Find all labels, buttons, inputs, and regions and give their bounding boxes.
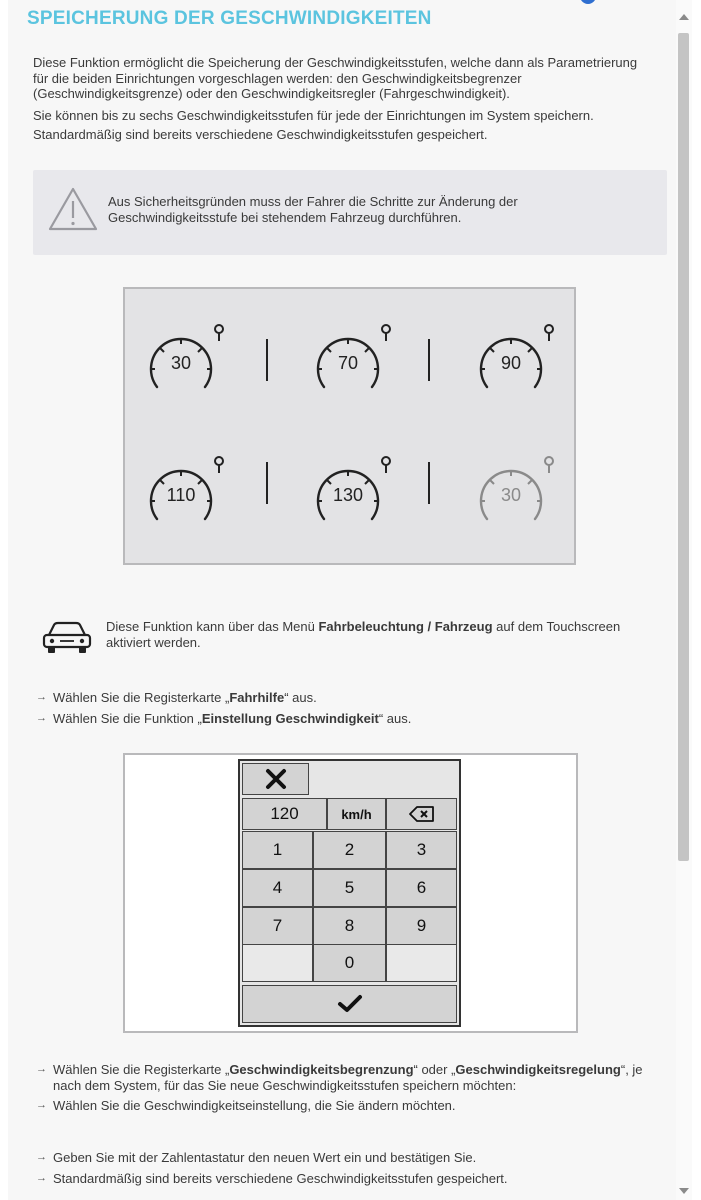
step-text: Wählen Sie die Geschwindigkeitseinstellung, die Sie ändern möchten. bbox=[53, 1098, 456, 1113]
keypad-key[interactable]: 6 bbox=[386, 869, 457, 907]
speed-preset-gauge bbox=[310, 319, 400, 399]
speed-preset-value: 30 bbox=[500, 485, 522, 505]
separator bbox=[428, 339, 430, 381]
keypad-key[interactable]: 5 bbox=[313, 869, 386, 907]
scroll-up-icon[interactable] bbox=[679, 14, 689, 20]
intro-paragraph-3: Standardmäßig sind bereits verschiedene Geschwindigkeitsstufen gespeichert. bbox=[33, 127, 488, 142]
speed-preset-value: 130 bbox=[332, 485, 364, 505]
empty-key bbox=[242, 944, 313, 982]
step-term: Fahrhilfe bbox=[229, 690, 285, 705]
speed-preset-value: 110 bbox=[166, 485, 196, 505]
step-term: Einstellung Geschwindigkeit bbox=[201, 710, 379, 726]
arrow-right-icon: → bbox=[36, 691, 47, 703]
step-text: Geben Sie mit der Zahlentastatur den neuen Wert ein und bestätigen Sie. bbox=[53, 1150, 477, 1165]
separator bbox=[428, 462, 430, 504]
info-text bbox=[106, 619, 666, 650]
steps-list-c bbox=[36, 1150, 661, 1191]
confirm-button[interactable] bbox=[242, 985, 457, 1023]
scrollbar-thumb[interactable] bbox=[678, 33, 689, 861]
top-status-icons bbox=[578, 0, 638, 6]
keypad-key[interactable]: 3 bbox=[386, 831, 457, 869]
speed-preset-value: 70 bbox=[337, 353, 359, 373]
step-item bbox=[36, 1150, 661, 1166]
step-item bbox=[36, 690, 661, 706]
keypad-key[interactable]: 0 bbox=[313, 944, 386, 982]
arrow-right-icon: → bbox=[36, 1171, 47, 1184]
speed-value-display: 120 bbox=[242, 798, 327, 830]
info-text-part: auf dem Touchscreen aktiviert werden. bbox=[106, 619, 621, 650]
warning-text: Aus Sicherheitsgründen muss der Fahrer die Schritte zur Änderung der Geschwindigkeitsstufe bei stehendem Fahrzeug durchführen. bbox=[108, 194, 518, 225]
step-term: Geschwindigkeitsregelung bbox=[455, 1062, 621, 1077]
keypad-key[interactable]: 9 bbox=[386, 907, 457, 945]
document-page bbox=[8, 0, 676, 1200]
separator bbox=[266, 462, 268, 504]
steps-list-a bbox=[36, 690, 661, 731]
step-text: Wählen Sie die Registerkarte „ bbox=[53, 1062, 230, 1077]
backspace-icon bbox=[409, 806, 435, 822]
arrow-right-icon: → bbox=[36, 1099, 47, 1111]
checkmark-icon bbox=[337, 994, 363, 1014]
step-text: Wählen Sie die Registerkarte „ bbox=[53, 690, 230, 705]
keypad-key[interactable]: 4 bbox=[242, 869, 313, 907]
step-text: “ aus. bbox=[378, 710, 412, 726]
unit-label: km/h bbox=[327, 798, 386, 830]
speed-preset-value: 30 bbox=[170, 353, 192, 373]
arrow-right-icon: → bbox=[36, 1151, 47, 1163]
vertical-scrollbar[interactable] bbox=[676, 0, 692, 1200]
arrow-right-icon: → bbox=[36, 1063, 47, 1075]
info-menu-name: Fahrbeleuchtung / Fahrzeug bbox=[318, 619, 493, 634]
speed-preset-gauge bbox=[143, 319, 233, 399]
step-text: “ oder „ bbox=[413, 1062, 456, 1077]
step-item bbox=[36, 1062, 661, 1093]
separator bbox=[266, 339, 268, 381]
keypad-figure bbox=[123, 753, 578, 1033]
info-text-part: Diese Funktion kann über das Menü bbox=[106, 619, 319, 634]
keypad-key[interactable]: 7 bbox=[242, 907, 313, 945]
backspace-button[interactable] bbox=[386, 798, 457, 830]
speed-preset-gauge bbox=[310, 451, 400, 531]
step-text: “, je nach dem System, für das Sie neue Geschwindigkeitsstufen speichern möchten: bbox=[53, 1062, 643, 1093]
speed-preset-value: 90 bbox=[500, 353, 522, 373]
scroll-down-icon[interactable] bbox=[679, 1188, 689, 1194]
speed-preset-gauge bbox=[473, 451, 563, 531]
info-row bbox=[41, 615, 671, 660]
step-text: Wählen Sie die Funktion „ bbox=[53, 710, 202, 726]
warning-box bbox=[33, 170, 667, 255]
steps-list-b bbox=[36, 1062, 661, 1119]
step-item bbox=[36, 1171, 661, 1187]
intro-paragraph-1: Diese Funktion ermöglicht die Speicherung der Geschwindigkeitsstufen, welche dann als Parametrierung für die beiden Einrichtungen vorgeschlagen werden: den Geschwindigkeitsbegrenzer (Geschwindigkeitsgrenze) oder den Geschwindigkeitsregler (Fahrgeschwindigkeit). bbox=[33, 55, 638, 101]
empty-key bbox=[386, 944, 457, 982]
close-button[interactable] bbox=[242, 763, 309, 795]
page-title: SPEICHERUNG DER GESCHWINDIGKEITEN bbox=[27, 8, 432, 29]
step-text: “ aus. bbox=[284, 690, 317, 705]
warning-triangle-icon bbox=[47, 186, 99, 232]
keypad-key[interactable]: 2 bbox=[313, 831, 386, 869]
speed-preset-gauge bbox=[473, 319, 563, 399]
close-x-icon bbox=[265, 768, 287, 790]
numeric-keypad bbox=[238, 759, 461, 1027]
step-item bbox=[36, 1098, 661, 1114]
step-text: Standardmäßig sind bereits verschiedene Geschwindigkeitsstufen gespeichert. bbox=[53, 1170, 508, 1186]
car-icon bbox=[41, 619, 93, 655]
intro-text bbox=[33, 55, 653, 149]
step-item bbox=[36, 711, 661, 727]
step-term: Geschwindigkeitsbegrenzung bbox=[229, 1062, 414, 1077]
intro-paragraph-2: Sie können bis zu sechs Geschwindigkeitsstufen für jede der Einrichtungen im System speichern. bbox=[33, 107, 594, 123]
speed-preset-gauge bbox=[143, 451, 233, 531]
speed-presets-figure bbox=[123, 287, 576, 565]
keypad-key[interactable]: 8 bbox=[313, 907, 386, 945]
keypad-key[interactable]: 1 bbox=[242, 831, 313, 869]
arrow-right-icon: → bbox=[36, 711, 47, 724]
